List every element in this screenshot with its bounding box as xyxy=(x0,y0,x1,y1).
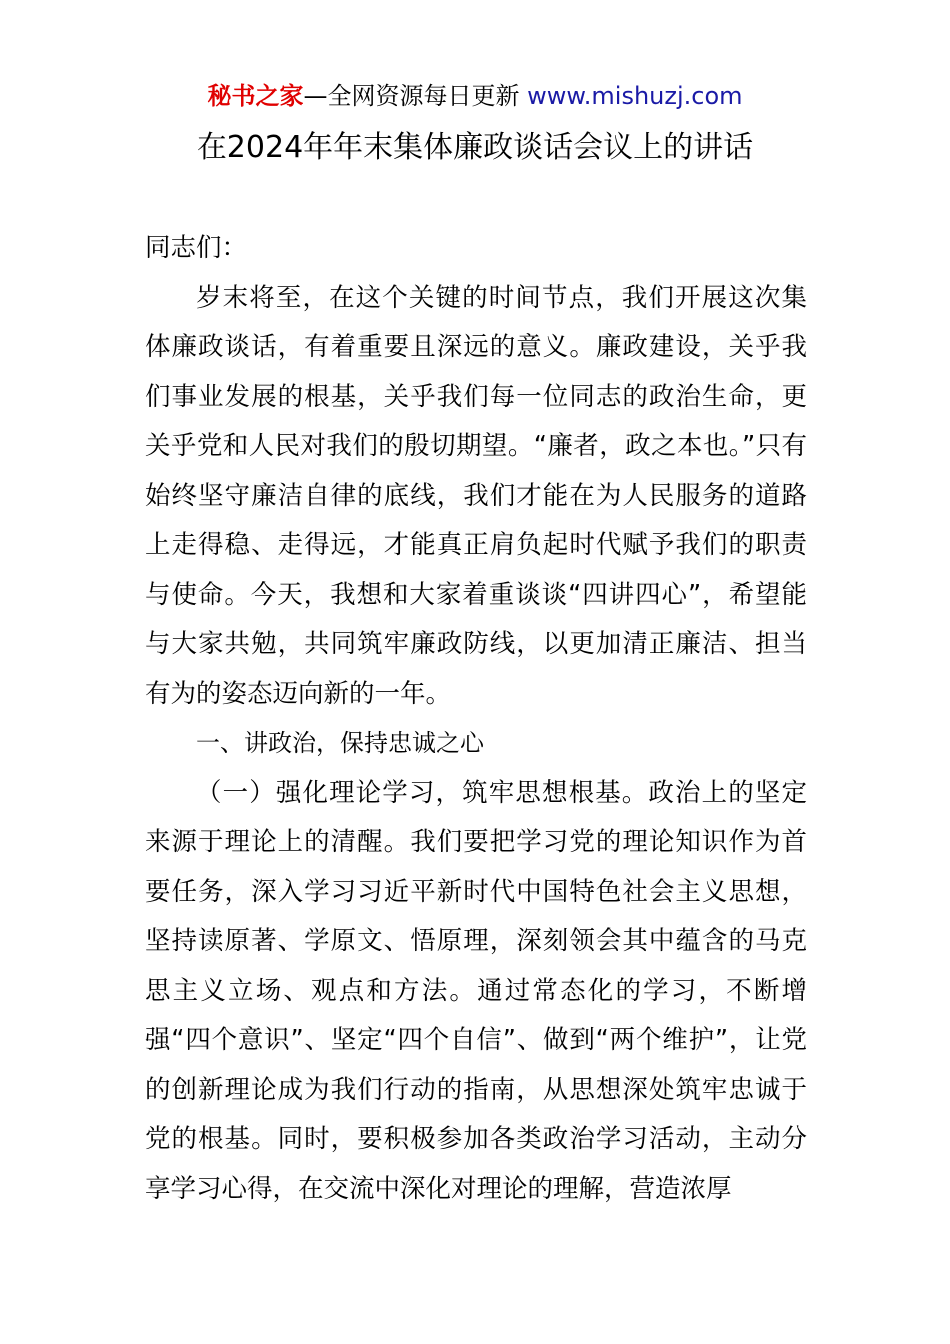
document-body xyxy=(145,224,807,1214)
section-heading: 一、讲政治，保持忠诚之心 xyxy=(196,729,484,757)
header-tagline: —全网资源每日更新 xyxy=(303,82,520,110)
document-title: 在2024年年末集体廉政谈话会议上的讲话 xyxy=(196,130,754,165)
paragraph: （一）强化理论学习，筑牢思想根基。政治上的坚定来源于理论上的清醒。我们要把学习党的理论知识作为首要任务，深入学习习近平新时代中国特色社会主义思想，坚持读原著、学原文、悟原理，深刻领会其中蕴含的马克思主义立场、观点和方法。通过常态化的学习，不断增强“四个意识”、坚定“四个自信”、做到“两个维护”，让党的创新理论成为我们行动的指南，从思想深处筑牢忠诚于党的根基。同时，要积极参加各类政治学习活动，主动分享学习心得，在交流中深化对理论的理解，营造浓厚 xyxy=(145,777,807,1204)
salutation: 同志们： xyxy=(145,233,248,263)
paragraph: 岁末将至，在这个关键的时间节点，我们开展这次集体廉政谈话，有着重要且深远的意义。廉政建设，关乎我们事业发展的根基，关乎我们每一位同志的政治生命，更关乎党和人民对我们的殷切期望。“廉者，政之本也。”只有始终坚守廉洁自律的底线，我们才能在为人民服务的道路上走得稳、走得远，才能真正肩负起时代赋予我们的职责与使命。今天，我想和大家着重谈谈“四讲四心”，希望能与大家共勉，共同筑牢廉政防线，以更加清正廉洁、担当有为的姿态迈向新的一年。 xyxy=(145,282,807,709)
site-header xyxy=(0,80,950,112)
brand-name: 秘书之家 xyxy=(207,82,304,110)
site-url-link[interactable]: www.mishuzj.com xyxy=(527,82,743,110)
